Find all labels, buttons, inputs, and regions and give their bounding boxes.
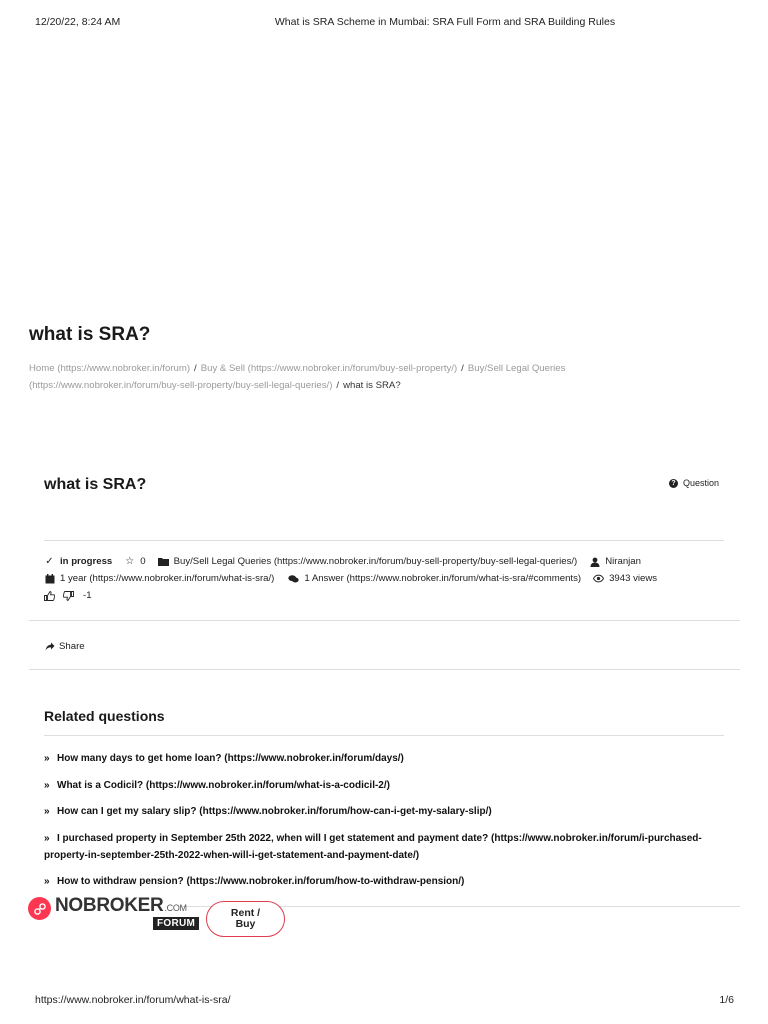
related-question-link[interactable] [44,750,734,767]
rent-buy-line-1: Rent / [230,907,261,919]
related-question-link[interactable] [44,803,734,820]
double-chevron-right-icon: » [44,753,50,764]
check-icon: ✓ [45,555,54,567]
nobroker-forum-logo[interactable] [28,897,205,933]
answers-link[interactable] [288,573,581,584]
status-badge [44,556,112,567]
rent-buy-label [231,908,260,930]
breadcrumb-buy-sell[interactable]: Buy & Sell (https://www.nobroker.in/forum/buy-sell-property/) [200,363,458,374]
double-chevron-right-icon: » [44,780,50,791]
breadcrumb-separator: / [336,380,340,391]
logo-wordmark [55,897,205,933]
answers-count: 1 Answer (https://www.nobroker.in/forum/what-is-sra/#comments) [304,573,582,584]
breadcrumb [29,360,629,394]
breadcrumb-home[interactable]: Home (https://www.nobroker.in/forum) [29,363,191,374]
double-chevron-right-icon: » [44,876,50,887]
logo-forum-tag: FORUM [153,917,199,930]
print-document-title: What is SRA Scheme in Mumbai: SRA Full Form and SRA Building Rules [274,16,616,28]
question-title: what is SRA? [44,476,147,493]
status-text: in progress [60,556,113,567]
eye-icon [593,573,604,584]
breadcrumb-current: what is SRA? [343,380,401,391]
question-age: 1 year (https://www.nobroker.in/forum/what-is-sra/) [60,573,275,584]
star-icon: ☆ [125,555,135,567]
divider [29,620,740,621]
vote-row [44,590,92,601]
double-chevron-right-icon: » [44,833,50,844]
related-question-text: How can I get my salary slip? (https://www.nobroker.in/forum/how-can-i-get-my-salary-slip/) [57,806,492,817]
divider [44,540,724,541]
nobroker-logo-icon [28,897,51,920]
related-question-link[interactable] [44,777,734,794]
rent-buy-button[interactable] [206,901,285,937]
views-count: 3943 views [609,573,658,584]
logo-brand-rest: BROKER [82,895,164,916]
thumbs-down-icon[interactable] [63,590,74,601]
breadcrumb-legal-queries-url[interactable]: (https://www.nobroker.in/forum/buy-sell-property/buy-sell-legal-queries/) [29,380,333,391]
category-text: Buy/Sell Legal Queries (https://www.nobroker.in/forum/buy-sell-property/buy-sell-legal-queries/) [173,556,578,567]
page-title: what is SRA? [29,324,151,345]
share-button[interactable] [44,641,85,652]
print-datetime: 12/20/22, 8:24 AM [35,16,121,28]
question-meta-row-1 [44,556,653,567]
print-header [0,16,768,30]
related-question-text: I purchased property in September 25th 2022, when will I get statement and payment date? (https://www.nobroker.in/forum/i-purchased-property-in-september-25th-2022-when-will-i-get-statement-and-payment-date/) [44,833,702,861]
question-meta-row-2 [44,573,669,584]
author-name: Niranjan [605,556,641,567]
related-question-text: How many days to get home loan? (https://www.nobroker.in/forum/days/) [57,753,404,764]
comments-icon [288,573,299,584]
divider [44,735,724,736]
question-mark-icon: ? [669,479,678,488]
logo-brand-suffix: .COM [164,903,187,913]
logo-brand-no: NO [55,895,83,916]
divider [29,669,740,670]
print-page-indicator: 1/6 [719,994,734,1006]
related-question-text: How to withdraw pension? (https://www.nobroker.in/forum/how-to-withdraw-pension/) [57,876,465,887]
share-label: Share [59,641,85,652]
star-count: 0 [140,556,146,567]
views-stat [593,573,657,584]
double-chevron-right-icon: » [44,806,50,817]
breadcrumb-separator: / [461,363,464,374]
category-link[interactable] [158,556,578,567]
author-link[interactable] [589,556,641,567]
vote-count: -1 [83,590,92,601]
related-question-link[interactable] [44,830,734,864]
related-questions-title: Related questions [44,708,165,724]
question-age-link[interactable] [44,573,274,584]
print-url: https://www.nobroker.in/forum/what-is-sra/ [35,994,231,1006]
question-badge [669,478,719,488]
user-icon [589,556,600,567]
related-question-link[interactable] [44,873,734,890]
rent-buy-line-2: Buy [235,918,256,930]
share-icon [44,641,55,652]
related-question-text: What is a Codicil? (https://www.nobroker.in/forum/what-is-a-codicil-2/) [57,780,390,791]
question-badge-label: Question [683,478,720,488]
folder-icon [158,556,169,567]
breadcrumb-separator: / [194,363,197,374]
breadcrumb-legal-queries[interactable]: Buy/Sell Legal Queries [467,363,566,374]
logo-brand [55,895,187,917]
thumbs-up-icon[interactable] [44,590,55,601]
star-rating[interactable] [124,556,145,567]
calendar-icon [44,573,55,584]
